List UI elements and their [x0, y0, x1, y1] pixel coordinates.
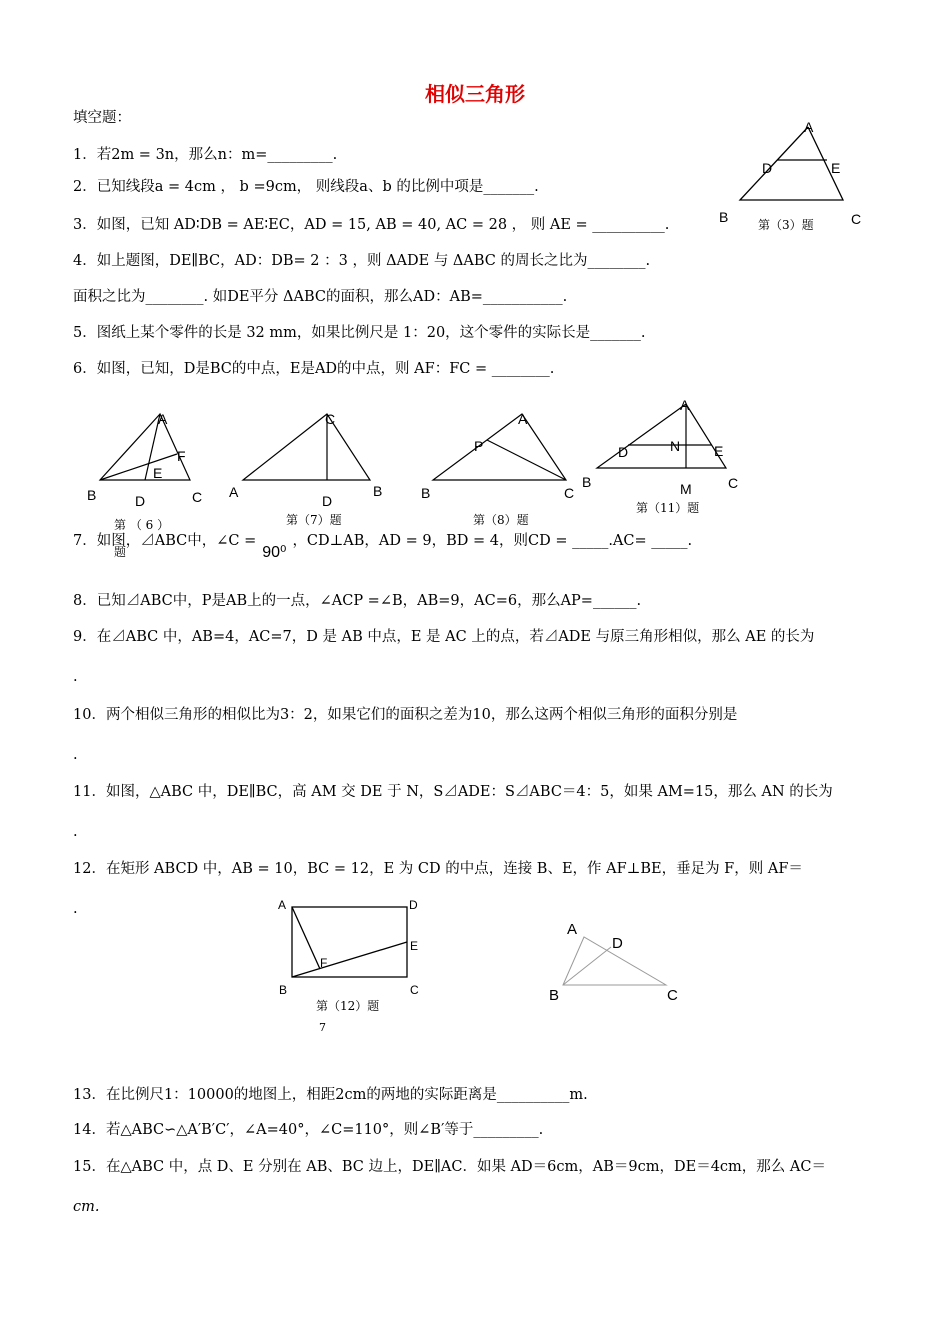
fig11-label-a: A — [680, 397, 690, 413]
fig6-label-e: E — [153, 465, 163, 481]
fig11-label-n: N — [670, 438, 681, 454]
fig7-label-b: B — [373, 483, 383, 499]
question-11: 11．如图，△ABC 中，DE∥BC，高 AM 交 DE 于 N，S⊿ADE：S⊿ABC＝4：5，如果 AM=15，那么 AN 的长为 — [73, 784, 833, 800]
question-9: 9．在⊿ABC 中，AB=4，AC=7，D 是 AB 中点，E 是 AC 上的点，若⊿ADE 与原三角形相似，那么 AE 的长为 — [73, 629, 815, 645]
fig8-label-p: P — [474, 438, 484, 454]
question-7-angle: 90⁰ — [262, 544, 287, 561]
fig6-caption-cont: 题 — [114, 545, 127, 559]
fig6-label-c: C — [192, 489, 203, 505]
fig11-label-e: E — [714, 443, 724, 459]
fig3-label-a: A — [804, 119, 814, 135]
question-2: 2．已知线段a = 4cm ， b =9cm， 则线段a、b 的比例中项是_______. — [73, 179, 539, 195]
question-5: 5．图纸上某个零件的长是 32 mm，如果比例尺是 1：20，这个零件的实际长是_______. — [73, 325, 646, 341]
extra-fig-label-c: C — [667, 987, 678, 1004]
fig7-label-c: C — [325, 411, 336, 427]
fig11-label-d: D — [618, 444, 629, 460]
fig8-label-c: C — [564, 485, 575, 501]
fig3-label-c: C — [851, 211, 862, 227]
fig6-caption: 第 （ 6 ） — [114, 518, 170, 532]
question-4: 4．如上题图，DE∥BC，AD：DB= 2 ：3 ，则 ΔADE 与 ΔABC 的周长之比为________. — [73, 253, 651, 269]
fig6-label-b: B — [87, 487, 97, 503]
section-heading: 填空题： — [73, 110, 131, 126]
fig3-label-e: E — [831, 160, 841, 176]
fig12-label-b: B — [279, 983, 288, 997]
question-6: 6．如图，已知，D是BC的中点，E是AD的中点，则 AF：FC = ________. — [73, 361, 555, 377]
extra-fig-label-b: B — [549, 987, 560, 1004]
fig7-label-d: D — [322, 493, 333, 509]
extra-fig-label-d: D — [612, 935, 623, 952]
question-12: 12．在矩形 ABCD 中，AB = 10，BC = 12，E 为 CD 的中点，连接 B、E，作 AF⊥BE，垂足为 F，则 AF＝ — [73, 861, 803, 877]
page-title: 相似三角形 — [425, 82, 525, 106]
fig12-label-d: D — [409, 898, 418, 912]
fig3-caption: 第（3）题 — [758, 218, 814, 232]
question-7-end: ，CD⊥AB，AD = 9，BD = 4，则CD = _____.AC= _____. — [292, 533, 693, 549]
fig11-caption: 第（11）题 — [636, 501, 700, 515]
question-15: 15．在△ABC 中，点 D、E 分别在 AB、BC 边上，DE∥AC．如果 AD＝6cm，AB＝9cm，DE＝4cm，那么 AC＝ — [73, 1159, 826, 1175]
fig12-label-a: A — [278, 898, 287, 912]
question-1: 1．若2m = 3n，那么n：m=_________. — [73, 147, 338, 163]
fig11-label-m: M — [680, 481, 692, 497]
fig11-label-c: C — [728, 475, 739, 491]
fig3-label-b: B — [719, 209, 729, 225]
fig12-label-c: C — [410, 983, 419, 997]
extra-fig-label-a: A — [567, 921, 578, 938]
question-7-start: 7．如图，⊿ABC中，∠C = — [73, 533, 257, 549]
fig11-label-b: B — [582, 474, 592, 490]
fig3-label-d: D — [762, 160, 773, 176]
fig12-label-e: E — [410, 939, 419, 953]
question-11-end: . — [73, 824, 78, 840]
fig12-caption: 第（12）题 — [316, 999, 380, 1013]
question-14: 14．若△ABC∽△A′B′C′，∠A=40°，∠C=110°，则∠B′等于_________. — [73, 1122, 544, 1138]
question-15-end: cm. — [73, 1199, 100, 1215]
fig8-label-a: A — [518, 411, 528, 427]
fig7-label-a: A — [229, 484, 239, 500]
question-10-end: . — [73, 747, 78, 763]
fig12-label-f: F — [320, 956, 328, 970]
fig8-caption: 第（8）题 — [473, 513, 529, 527]
question-12-end: . — [73, 901, 78, 917]
question-10: 10．两个相似三角形的相似比为3：2，如果它们的面积之差为10，那么这两个相似三角形的面积分别是 — [73, 707, 738, 723]
fig6-label-a: A — [158, 411, 168, 427]
fig6-label-f: F — [177, 448, 186, 464]
fig8-label-b: B — [421, 485, 431, 501]
question-13: 13．在比例尺1：10000的地图上，相距2cm的两地的实际距离是__________m. — [73, 1087, 588, 1103]
fig6-label-d: D — [135, 493, 146, 509]
question-4-cont: 面积之比为________. 如DE平分 ΔABC的面积，那么AD：AB=___________. — [73, 289, 568, 305]
fig7-caption: 第（7）题 — [286, 513, 342, 527]
fig12-caption-number: 7 — [319, 1021, 326, 1034]
question-8: 8．已知⊿ABC中，P是AB上的一点，∠ACP =∠B，AB=9，AC=6，那么AP=______. — [73, 593, 642, 609]
question-9-end: . — [73, 669, 78, 685]
question-3: 3．如图，已知 AD∶DB = AE∶EC，AD = 15, AB = 40, AC = 28 ， 则 AE = __________. — [73, 217, 670, 233]
